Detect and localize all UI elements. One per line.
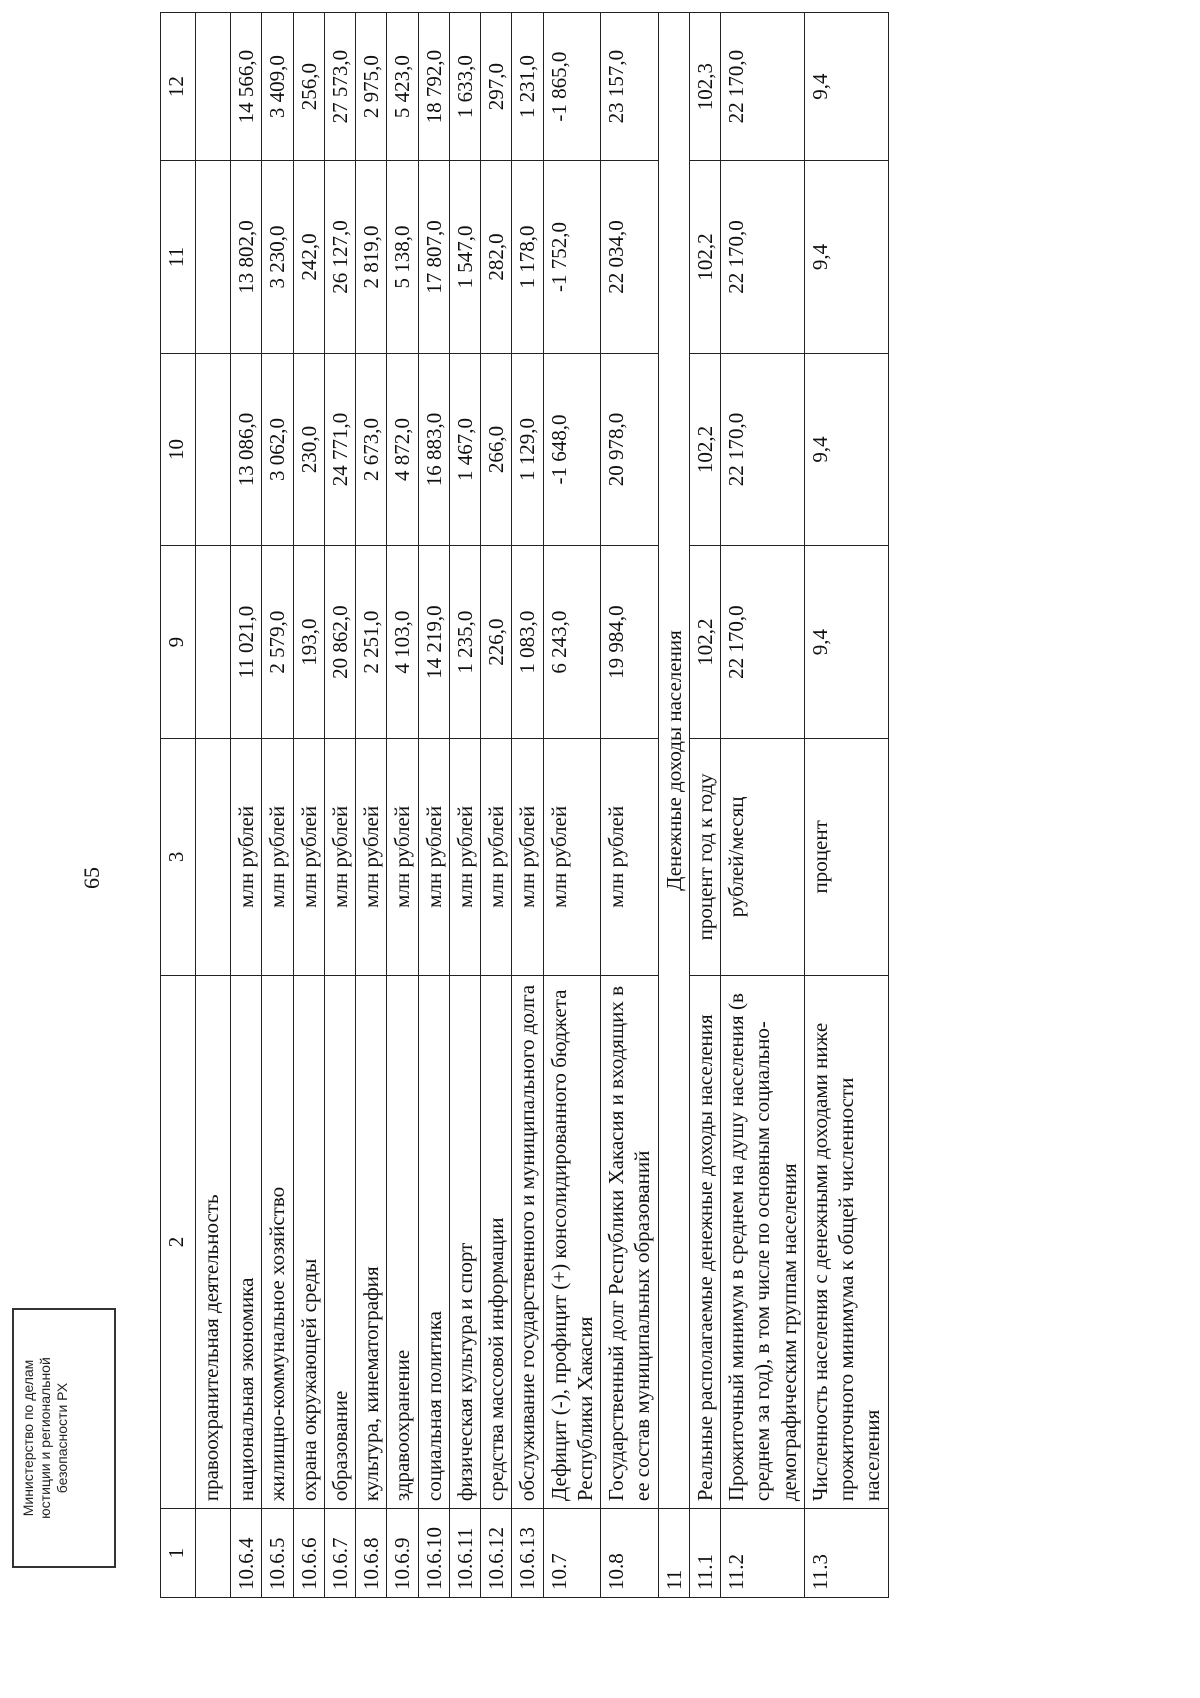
value-col-11: 5 138,0 — [387, 161, 418, 354]
value-col-10: 22 170,0 — [721, 353, 805, 546]
row-code — [196, 1509, 231, 1598]
section-row — [658, 13, 689, 1598]
row-code: 10.7 — [543, 1509, 601, 1598]
table-row — [481, 13, 512, 1598]
row-name: Государственный долг Республики Хакасия и входящих в ее состав муниципальных образований — [601, 975, 659, 1508]
row-unit: млн рублей — [293, 738, 324, 975]
row-unit: рублей/месяц — [721, 738, 805, 975]
row-name: Численность населения с денежными доходами ниже прожиточного минимума к общей численности населения — [804, 975, 888, 1508]
value-col-10: 1 467,0 — [449, 353, 480, 546]
value-col-10: -1 648,0 — [543, 353, 601, 546]
value-col-9: 1 083,0 — [512, 546, 543, 739]
table-row — [721, 13, 805, 1598]
value-col-11: 2 819,0 — [356, 161, 387, 354]
row-unit: млн рублей — [356, 738, 387, 975]
table-row — [601, 13, 659, 1598]
value-col-10: 16 883,0 — [418, 353, 449, 546]
row-name: охрана окружающей среды — [293, 975, 324, 1508]
row-code: 10.6.11 — [449, 1509, 480, 1598]
row-unit: млн рублей — [449, 738, 480, 975]
value-col-11: 242,0 — [293, 161, 324, 354]
row-code: 11 — [658, 1509, 689, 1598]
row-code: 10.6.9 — [387, 1509, 418, 1598]
table-row — [804, 13, 888, 1598]
row-name: образование — [324, 975, 355, 1508]
value-col-9: 11 021,0 — [231, 546, 262, 739]
value-col-10: 4 872,0 — [387, 353, 418, 546]
value-col-12: 2 975,0 — [356, 13, 387, 161]
table-row — [196, 13, 231, 1598]
value-col-9: 9,4 — [804, 546, 888, 739]
value-col-12: 22 170,0 — [721, 13, 805, 161]
value-col-9: 2 579,0 — [262, 546, 293, 739]
value-col-10: 13 086,0 — [231, 353, 262, 546]
row-unit: млн рублей — [231, 738, 262, 975]
value-col-10: 24 771,0 — [324, 353, 355, 546]
value-col-11: 17 807,0 — [418, 161, 449, 354]
value-col-9: 6 243,0 — [543, 546, 601, 739]
value-col-11: 22 170,0 — [721, 161, 805, 354]
value-col-12: 27 573,0 — [324, 13, 355, 161]
header-row — [161, 13, 196, 1598]
value-col-10: 3 062,0 — [262, 353, 293, 546]
row-code: 10.6.7 — [324, 1509, 355, 1598]
row-code: 11.1 — [689, 1509, 720, 1598]
value-col-12: 3 409,0 — [262, 13, 293, 161]
value-col-12: 1 633,0 — [449, 13, 480, 161]
table-row — [231, 13, 262, 1598]
row-code: 10.8 — [601, 1509, 659, 1598]
row-unit: млн рублей — [418, 738, 449, 975]
value-col-11: 1 547,0 — [449, 161, 480, 354]
row-name: национальная экономика — [231, 975, 262, 1508]
value-col-12: 18 792,0 — [418, 13, 449, 161]
value-col-10 — [196, 353, 231, 546]
value-col-12: 1 231,0 — [512, 13, 543, 161]
table-row — [262, 13, 293, 1598]
value-col-12: 102,3 — [689, 13, 720, 161]
value-col-11: 26 127,0 — [324, 161, 355, 354]
value-col-11: 102,2 — [689, 161, 720, 354]
value-col-11 — [196, 161, 231, 354]
row-code: 11.3 — [804, 1509, 888, 1598]
row-name: средства массовой информации — [481, 975, 512, 1508]
stamp-line-2: юстиции и региональной — [36, 1357, 53, 1519]
value-col-9: 20 862,0 — [324, 546, 355, 739]
value-col-12: 14 566,0 — [231, 13, 262, 161]
table-row — [387, 13, 418, 1598]
value-col-12: 9,4 — [804, 13, 888, 161]
value-col-10: 102,2 — [689, 353, 720, 546]
stamp-line-3: безопасности РХ — [53, 1382, 70, 1494]
value-col-9: 19 984,0 — [601, 546, 659, 739]
row-unit — [196, 738, 231, 975]
value-col-9: 22 170,0 — [721, 546, 805, 739]
stamp-line-1: Министерство по делам — [20, 1359, 36, 1517]
column-header: 11 — [161, 161, 196, 354]
row-unit: млн рублей — [481, 738, 512, 975]
row-name: жилищно-коммунальное хозяйство — [262, 975, 293, 1508]
table-row — [449, 13, 480, 1598]
value-col-10: 266,0 — [481, 353, 512, 546]
row-code: 10.6.12 — [481, 1509, 512, 1598]
row-name: правоохранительная деятельность — [196, 975, 231, 1508]
value-col-10: 1 129,0 — [512, 353, 543, 546]
row-unit: млн рублей — [262, 738, 293, 975]
table-row — [356, 13, 387, 1598]
value-col-11: 9,4 — [804, 161, 888, 354]
value-col-9: 2 251,0 — [356, 546, 387, 739]
indicators-table — [160, 12, 889, 1598]
row-unit: млн рублей — [512, 738, 543, 975]
value-col-11: 1 178,0 — [512, 161, 543, 354]
column-header: 2 — [161, 975, 196, 1508]
value-col-9: 14 219,0 — [418, 546, 449, 739]
value-col-10: 20 978,0 — [601, 353, 659, 546]
row-unit: процент — [804, 738, 888, 975]
row-code: 10.6.4 — [231, 1509, 262, 1598]
value-col-9: 4 103,0 — [387, 546, 418, 739]
row-unit: млн рублей — [324, 738, 355, 975]
value-col-12: 256,0 — [293, 13, 324, 161]
value-col-12: -1 865,0 — [543, 13, 601, 161]
row-code: 10.6.5 — [262, 1509, 293, 1598]
table-row — [512, 13, 543, 1598]
value-col-9: 1 235,0 — [449, 546, 480, 739]
value-col-11: 282,0 — [481, 161, 512, 354]
value-col-11: 13 802,0 — [231, 161, 262, 354]
row-code: 10.6.10 — [418, 1509, 449, 1598]
value-col-11: 3 230,0 — [262, 161, 293, 354]
rotated-table-sheet — [160, 12, 1080, 1598]
section-title: Денежные доходы населения — [658, 13, 689, 1509]
row-code: 11.2 — [721, 1509, 805, 1598]
value-col-9: 226,0 — [481, 546, 512, 739]
row-name: обслуживание государственного и муниципального долга — [512, 975, 543, 1508]
row-name: культура, кинематография — [356, 975, 387, 1508]
value-col-12: 297,0 — [481, 13, 512, 161]
value-col-12: 23 157,0 — [601, 13, 659, 161]
column-header: 12 — [161, 13, 196, 161]
row-code: 10.6.13 — [512, 1509, 543, 1598]
table-row — [418, 13, 449, 1598]
value-col-10: 230,0 — [293, 353, 324, 546]
row-name: Реальные располагаемые денежные доходы населения — [689, 975, 720, 1508]
row-name: Дефицит (-), профицит (+) консолидированного бюджета Республики Хакасия — [543, 975, 601, 1508]
value-col-11: 22 034,0 — [601, 161, 659, 354]
page-number: 65 — [79, 867, 104, 889]
row-name: Прожиточный минимум в среднем на душу населения (в среднем за год), в том числе по основным социально-демографическим группам населения — [721, 975, 805, 1508]
value-col-9: 193,0 — [293, 546, 324, 739]
row-unit: млн рублей — [601, 738, 659, 975]
row-name: социальная политика — [418, 975, 449, 1508]
ministry-stamp — [12, 1308, 116, 1568]
column-header: 9 — [161, 546, 196, 739]
row-unit: млн рублей — [387, 738, 418, 975]
value-col-12: 5 423,0 — [387, 13, 418, 161]
row-name: физическая культура и спорт — [449, 975, 480, 1508]
row-name: здравоохранение — [387, 975, 418, 1508]
row-unit: процент год к году — [689, 738, 720, 975]
value-col-10: 9,4 — [804, 353, 888, 546]
value-col-12 — [196, 13, 231, 161]
column-header: 1 — [161, 1509, 196, 1598]
row-unit: млн рублей — [543, 738, 601, 975]
value-col-9 — [196, 546, 231, 739]
row-code: 10.6.6 — [293, 1509, 324, 1598]
value-col-9: 102,2 — [689, 546, 720, 739]
table-row — [324, 13, 355, 1598]
column-header: 10 — [161, 353, 196, 546]
value-col-11: -1 752,0 — [543, 161, 601, 354]
table-row — [543, 13, 601, 1598]
table-row — [293, 13, 324, 1598]
table-row — [689, 13, 720, 1598]
value-col-10: 2 673,0 — [356, 353, 387, 546]
column-header: 3 — [161, 738, 196, 975]
row-code: 10.6.8 — [356, 1509, 387, 1598]
